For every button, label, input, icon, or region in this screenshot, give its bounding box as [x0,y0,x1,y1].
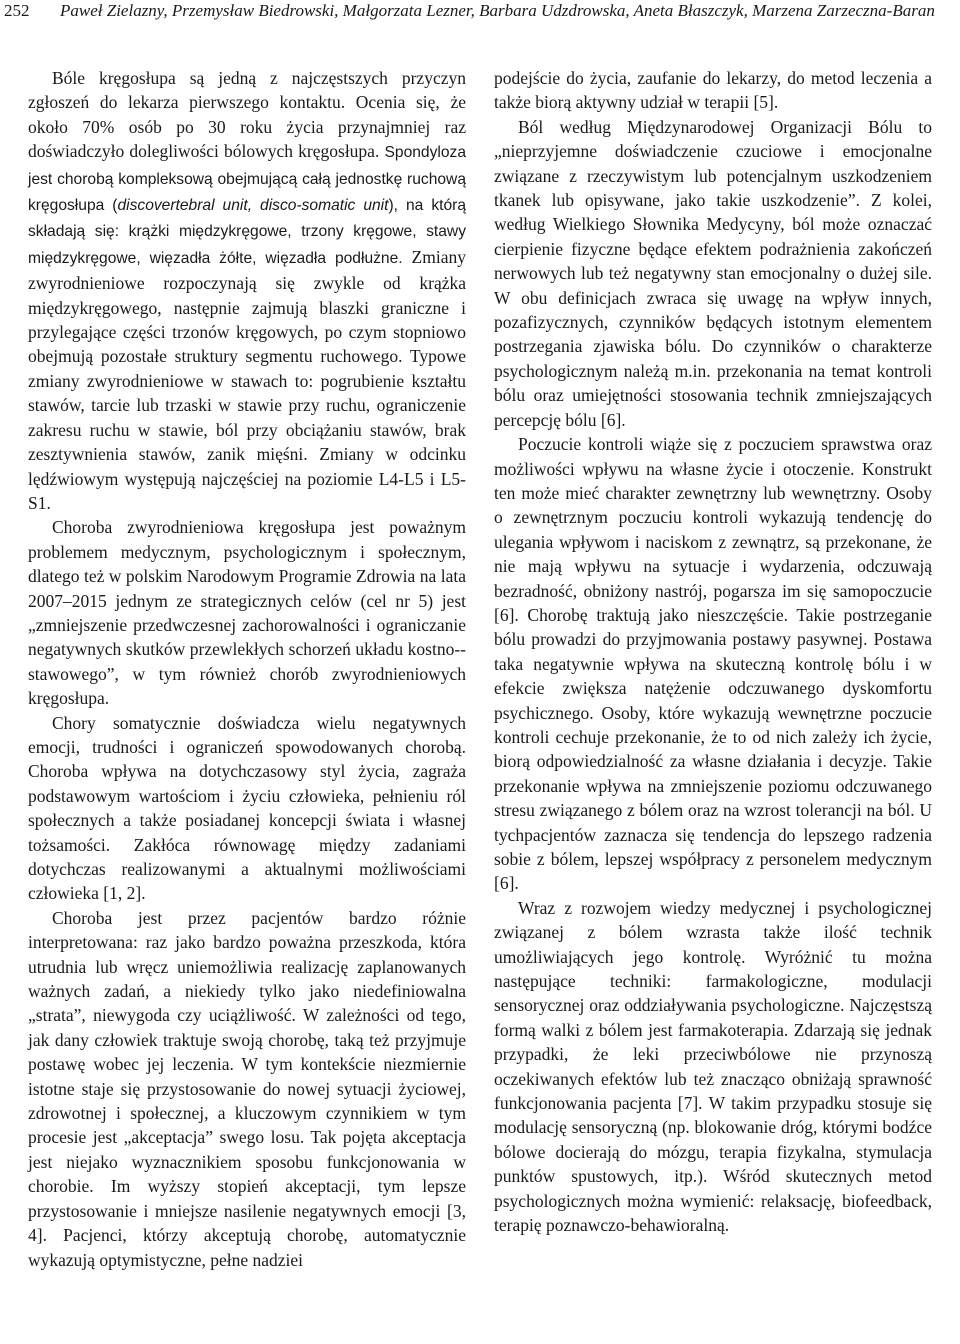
paragraph-pain-definition: Ból według Międzynarodowej Organizacji Bólu to „nieprzyjemne doświadczenie czuciowe i emocjonalne związane z rzeczywistym lub potencjalnym uszkodzeniem tkanek lub opisywane, jako takie uszkodzenie”. Z kolei, według Wielkiego Słownika Medycyny, ból może oznaczać cierpienie fizyczne będące efektem podrażnienia zakończeń nerwowych lub też negatywny stan emocjonalny o dużej sile. W obu definicjach zwraca się uwagę na wpływ innych, pozafizycznych, czynników będących istotnym elementem postrzegania zjawiska bólu. Do czynników o charakterze psychologicznym należą m.in. przekonania na temat kontroli bólu oraz umiejętności stosowania technik zmniejszających percepcję bólu [6]. [494,116,932,430]
page-number: 252 [4,1,30,20]
right-column [494,66,932,1238]
left-column [28,66,466,1272]
spondylosis-definition [28,144,466,267]
paragraph-somatic-patient: Chory somatycznie doświadcza wielu negatywnych emocji, trudności i ograniczeń spowodowanych chorobą. Choroba wpływa na dotychczasowy styl życia, zagraża podstawowym wartościom i życiu człowieka, pełnieniu ról społecznych a także posiadanej koncepcji świata i własnej tożsamości. Zakłóca równowagę między zadaniami dotychczas realizowanymi a aktualnymi możliwościami człowieka [1, 2]. [28,712,466,904]
paragraph-spine-pain [28,66,466,515]
paragraph-illness-interpretation: Choroba jest przez pacjentów bardzo różnie interpretowana: raz jako bardzo poważna przeszkoda, która utrudnia lub wręcz uniemożliwia realizację zaplanowanych ważnych zadań, a niekiedy tylko jako niedefiniowalna „strata”, niewygoda czy uciążliwość. W zależności od tego, jak dany człowiek traktuje swoją chorobę, taką też przyjmuje postawę wobec jej leczenia. W tym kontekście niezmiernie istotne staje się przystosowanie do nowej sytuacji życiowej, zdrowotnej i społecznej, a kluczowym czynnikiem w tym procesie jest „akceptacja” swego losu. Tak pojęta akceptacja jest niejako wyznacznikiem sposobu funkcjonowania w chorobie. Im wyższy stopień akceptacji, tym lepsze przystosowanie i mniejsze nasilenie negatywnych emocji [3, 4]. Pacjenci, którzy akceptują chorobę, automatycznie wykazują optymistyczne, pełne nadziei [28,907,466,1270]
definition-text: Spondyloza jest chorobą kompleksową obejmującą całą jednostkę ruchową kręgosłupa ( [28,144,466,215]
paragraph-degenerative-disease: Choroba zwyrodnieniowa kręgosłupa jest poważnym problemem medycznym, psychologicznym i społecznym, dlatego też w polskim Narodowym Programie Zdrowia na lata 2007–2015 jednym ze strategicznych celów (cel nr 5) jest „zmniejszenie przedwczesnej zachorowalności i ograniczanie negatywnych skutków przewlekłych schorzeń układu kostno--stawowego”, w tym również chorób zwyrodnieniowych kręgosłupa. [28,517,466,709]
definition-text-cont: ), na którą składają się: krążki międzykręgowe, trzony kręgowe, stawy międzykręgowe, więzadła żółte, więzadła podłużne. [28,197,467,267]
running-head-authors: Paweł Zielazny, Przemysław Biedrowski, Małgorzata Lezner, Barbara Udzdrowska, Aneta Błaszczyk, Marzena Zarzeczna-Baran [60,1,935,20]
paragraph-text: Bóle kręgosłupa są jedną z najczęstszych przyczyn zgłoszeń do lekarza pierwszego kontaktu. Ocenia się, że około 70% osób po 30 roku życia przynajmniej raz doświadczyło dolegliwości bólowych kręgosłupa. [28,68,466,162]
paragraph-continuation: podejście do życia, zaufanie do lekarzy, do metod leczenia a także biorą aktywny udział w terapii [5]. [494,68,932,113]
latin-term: discovertebral unit, disco-somatic unit [117,197,389,215]
paragraph-text-cont: Zmiany zwyrodnieniowe rozpoczynają się zwykle od krążka międzykręgowego, następnie zajmują blaszki graniczne i przylegające części trzonów kręgowych, po czym stopniowo obejmują pozostałe struktury segmentu ruchowego. Typowe zmiany zwyrodnieniowe w stawach to: pogrubienie kształtu stawów, tarcie lub trzaski w stawie przy ruchu, ograniczenie zakresu ruchu w stawie, ból przy obciążaniu stawów, brak zesztywnienia stawów, zanik mięśni. Zmiany w odcinku lędźwiowym występują najczęściej na poziomie L4-L5 i L5-S1. [28,246,466,513]
paragraph-locus-of-control: Poczucie kontroli wiąże się z poczuciem sprawstwa oraz możliwości wpływu na własne życie i otoczenie. Konstrukt ten może mieć charakter zewnętrzny lub wewnętrzny. Osoby o zewnętrznym poczuciu kontroli wykazują tendencję do ulegania wpływom i naciskom z zewnątrz, są przekonane, że nie mają wpływu na sytuacje i wydarzenia, odczuwają bezradność, obniżony nastrój, pogarsza im się samopoczucie [6]. Chorobę traktują jako nieszczęście. Takie postrzeganie bólu prowadzi do przyjmowania postawy pasywnej. Postawa taka negatywnie wpływa na skuteczną kontrolę bólu i w efekcie zwiększa natężenie odczuwanego dyskomfortu psychicznego. Osoby, które wykazują wewnętrzne poczucie kontroli cechuje przekonanie, że to od nich zależy ich życie, biorą odpowiedzialność za własne działania i decyzje. Takie przekonanie wpływa na zmniejszenie poziomu odczuwanego stresu związanego z bólem oraz na wzrost tolerancji na ból. U tychpacjentów zaznacza się tendencja do lepszego radzenia sobie z bólem, lepszej współpracy z personelem medycznym [6]. [494,434,932,894]
paragraph-pain-techniques: Wraz z rozwojem wiedzy medycznej i psychologicznej związanej z bólem wzrasta także ilość technik umożliwiających jego kontrolę. Wyróżnić tu można następujące techniki: farmakologiczne, modulacji sensorycznej oraz oddziaływania psychologiczne. Najczęstszą formą walki z bólem jest farmakoterapia. Zdarzają się jednak przypadki, że leki przeciwbólowe nie przynoszą oczekiwanych efektów lub też znacząco obniżają sprawność funkcjonowania pacjenta [7]. W takim przypadku stosuje się modulację sensoryczną (np. blokowanie dróg, którymi bodźce bólowe docierają do mózgu, terapia fizykalna, stymulacja punktów spustowych, itp.). Wśród skutecznych metod psychologicznych można wymienić: relaksację, biofeedback, terapię poznawczo-behawioralną. [494,897,932,1236]
page-header [0,0,960,26]
